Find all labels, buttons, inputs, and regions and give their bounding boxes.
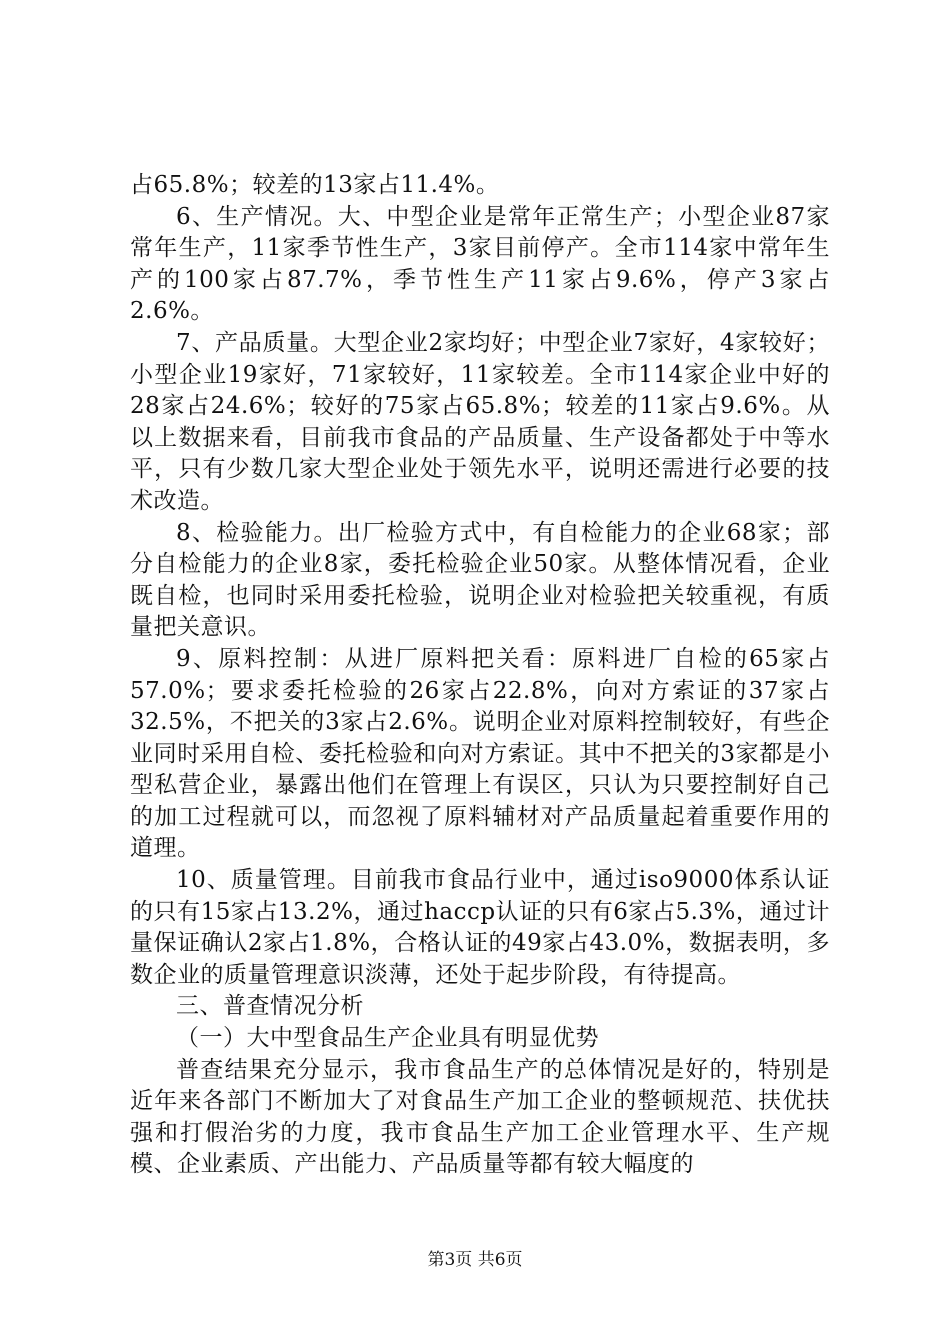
section-heading: 三、普查情况分析 [176, 993, 364, 1020]
paragraph-1: 占65.8%；较差的13家占11.4%。 [130, 172, 500, 198]
page-footer: 第3页 共6页 [427, 1250, 523, 1270]
paragraph-6: 10、质量管理。目前我市食品行业中，通过iso9000体系认证的只有15家占13.2%，通过haccp认证的只有6家占5.3%，通过计量保证确认2家占1.8%，合格认证的49家占43.0%，数据表明，多数企业的质量管理意识淡薄，还处于起步阶段，有待提高。 [130, 867, 830, 988]
body-text [130, 170, 830, 1181]
paragraph-5: 9、原料控制：从进厂原料把关看：原料进厂自检的65家占57.0%；要求委托检验的26家占22.8%，向对方索证的37家占32.5%，不把关的3家占2.6%。说明企业对原料控制较好，有些企业同时采用自检、委托检验和向对方索证。其中不把关的3家都是小型私营企业，暴露出他们在管理上有误区，只认为只要控制好自己的加工过程就可以，而忽视了原料辅材对产品质量起着重要作用的道理。 [130, 645, 830, 862]
paragraph-3: 7、产品质量。大型企业2家均好；中型企业7家好，4家较好；小型企业19家好，71家较好，11家较差。全市114家企业中好的28家占24.6%；较好的75家占65.8%；较差的11家占9.6%。从以上数据来看，目前我市食品的产品质量、生产设备都处于中等水平，只有少数几家大型企业处于领先水平，说明还需进行必要的技术改造。 [130, 329, 830, 514]
paragraph-2: 6、生产情况。大、中型企业是常年正常生产；小型企业87家常年生产，11家季节性生产，3家目前停产。全市114家中常年生产的100家占87.7%，季节性生产11家占9.6%，停产3家占2.6%。 [130, 203, 830, 325]
paragraph-9: 普查结果充分显示，我市食品生产的总体情况是好的，特别是近年来各部门不断加大了对食品生产加工企业的整顿规范、扶优扶强和打假治劣的力度，我市食品生产加工企业管理水平、生产规模、企业素质、产出能力、产品质量等都有较大幅度的 [130, 1056, 830, 1178]
paragraph-4: 8、检验能力。出厂检验方式中，有自检能力的企业68家；部分自检能力的企业8家，委托检验企业50家。从整体情况看，企业既自检，也同时采用委托检验，说明企业对检验把关较重视，有质量把关意识。 [130, 519, 830, 641]
subsection-heading: （一）大中型食品生产企业具有明显优势 [176, 1025, 599, 1052]
